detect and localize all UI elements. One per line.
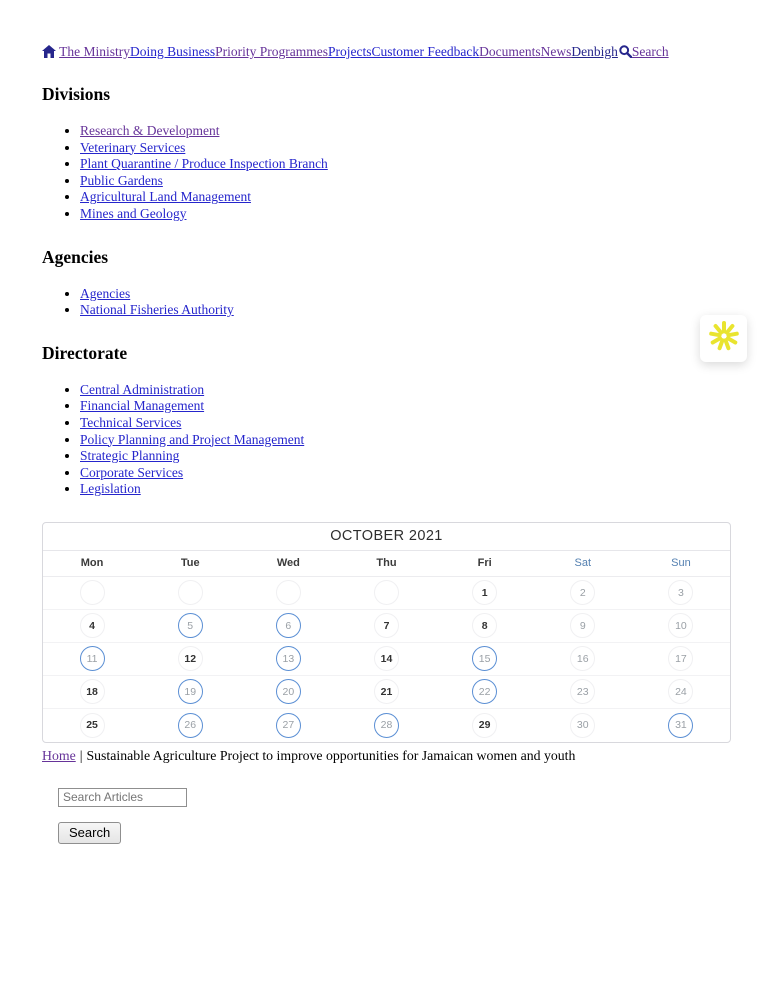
calendar-empty-circle [80, 580, 105, 605]
list-item [80, 302, 731, 319]
calendar-event-day-circle[interactable] [472, 646, 497, 671]
nav-link-documents[interactable]: Documents [479, 44, 541, 59]
nav-link-priority-programmes[interactable]: Priority Programmes [215, 44, 329, 59]
calendar-day-number: 22 [478, 685, 491, 698]
calendar-day-circle [80, 613, 105, 638]
nav-link-customer-feedback[interactable]: Customer Feedback [371, 44, 480, 59]
calendar-day-header-wed: Wed [276, 557, 300, 570]
list-item [80, 123, 731, 140]
calendar-day-number: 23 [576, 685, 589, 698]
calendar-day-30 [534, 709, 632, 742]
calendar-day-number: 2 [579, 586, 586, 599]
calendar-empty-cell [43, 577, 141, 609]
list-item [80, 189, 731, 206]
calendar-day-number: 7 [383, 619, 390, 632]
calendar-day-circle [570, 580, 595, 605]
calendar-event-day-circle[interactable] [276, 613, 301, 638]
list-item [80, 465, 731, 482]
section-link-list [42, 382, 731, 498]
list-item [80, 206, 731, 223]
calendar-day-7 [337, 610, 435, 642]
nav-link-news[interactable]: News [540, 44, 572, 59]
calendar-day-13[interactable] [239, 643, 337, 675]
calendar-day-number: 18 [86, 685, 98, 698]
calendar-day-header-tue: Tue [180, 557, 200, 570]
section-agencies [42, 247, 731, 319]
calendar-day-number: 16 [576, 652, 589, 665]
search-articles-input[interactable] [58, 788, 187, 807]
calendar-event-day-circle[interactable] [178, 713, 203, 738]
link-research-development[interactable]: Research & Development [80, 123, 220, 138]
calendar-day-circle [570, 646, 595, 671]
calendar-day-circle [668, 580, 693, 605]
calendar-day-number: 24 [675, 685, 687, 698]
calendar-empty-cell [337, 577, 435, 609]
calendar-day-3 [632, 577, 730, 609]
calendar-day-number: 15 [478, 652, 491, 665]
calendar-event-day-circle[interactable] [178, 679, 203, 704]
calendar-event-day-circle[interactable] [178, 613, 203, 638]
calendar-event-day-circle[interactable] [276, 713, 301, 738]
calendar-day-25 [43, 709, 141, 742]
calendar-day-number: 21 [380, 685, 393, 698]
calendar-event-day-circle[interactable] [472, 679, 497, 704]
calendar-day-header-sat: Sat [574, 557, 592, 570]
calendar-day-number: 20 [282, 685, 295, 698]
calendar-week-row [43, 676, 730, 709]
link-plant-quarantine-produce-inspection-branch[interactable]: Plant Quarantine / Produce Inspection Branch [80, 156, 328, 172]
calendar-day-circle [668, 679, 693, 704]
calendar-day-12 [141, 643, 239, 675]
calendar-day-number: 5 [187, 619, 194, 632]
calendar-day-11[interactable] [43, 643, 141, 675]
breadcrumb-separator: | [79, 747, 83, 763]
calendar-day-20[interactable] [239, 676, 337, 708]
list-item [80, 173, 731, 190]
link-sections [42, 84, 731, 498]
calendar-day-4 [43, 610, 141, 642]
link-central-administration[interactable]: Central Administration [80, 381, 205, 397]
calendar-day-number: 17 [675, 652, 687, 665]
calendar-day-26[interactable] [141, 709, 239, 742]
section-link-list [42, 286, 731, 319]
calendar-weeks [43, 577, 730, 742]
breadcrumb-page-title: Sustainable Agriculture Project to improve opportunities for Jamaican women and youth [86, 747, 576, 763]
calendar-day-number: 12 [184, 652, 197, 665]
calendar-day-5[interactable] [141, 610, 239, 642]
calendar-empty-cell [141, 577, 239, 609]
list-item [80, 382, 731, 399]
calendar-day-2 [534, 577, 632, 609]
list-item [80, 156, 731, 173]
calendar-day-circle [374, 679, 399, 704]
link-national-fisheries-authority[interactable]: National Fisheries Authority [80, 302, 234, 318]
calendar-day-header-fri: Fri [477, 557, 492, 570]
calendar-day-21 [337, 676, 435, 708]
article-search [58, 788, 731, 844]
calendar-day-19[interactable] [141, 676, 239, 708]
nav-search-group [619, 44, 669, 59]
calendar-month-title: OCTOBER 2021 [43, 523, 730, 551]
link-legislation[interactable]: Legislation [80, 481, 141, 497]
calendar-day-8 [436, 610, 534, 642]
calendar-day-circle [668, 613, 693, 638]
calendar-day-circle [668, 646, 693, 671]
link-mines-and-geology[interactable]: Mines and Geology [80, 205, 187, 221]
list-item [80, 398, 731, 415]
calendar-event-day-circle[interactable] [276, 646, 301, 671]
nav-link-doing-business[interactable]: Doing Business [130, 44, 216, 59]
calendar-day-circle [178, 646, 203, 671]
calendar-empty-cell [239, 577, 337, 609]
calendar-day-circle [80, 713, 105, 738]
calendar-event-day-circle[interactable] [668, 713, 693, 738]
calendar-day-header-row [43, 551, 730, 577]
calendar-day-number: 25 [86, 719, 98, 732]
calendar-day-16 [534, 643, 632, 675]
section-directorate [42, 343, 731, 498]
link-veterinary-services[interactable]: Veterinary Services [80, 139, 186, 155]
calendar-day-circle [472, 580, 497, 605]
calendar-day-number: 27 [282, 719, 295, 732]
events-calendar [42, 522, 731, 743]
accessibility-asterisk-icon [708, 320, 740, 357]
calendar-day-number: 26 [184, 719, 197, 732]
calendar-day-circle [472, 613, 497, 638]
list-item [80, 481, 731, 498]
calendar-day-1 [436, 577, 534, 609]
link-agencies[interactable]: Agencies [80, 285, 131, 301]
section-heading-agencies: Agencies [42, 246, 109, 267]
nav-link-the-ministry[interactable]: The Ministry [59, 44, 131, 59]
calendar-event-day-circle[interactable] [374, 713, 399, 738]
calendar-day-header-thu: Thu [376, 557, 397, 570]
search-icon [619, 45, 632, 61]
calendar-day-number: 19 [184, 685, 197, 698]
calendar-day-header-sun: Sun [671, 557, 691, 570]
section-heading-directorate: Directorate [42, 342, 128, 363]
calendar-day-header-mon: Mon [80, 557, 104, 570]
calendar-day-10 [632, 610, 730, 642]
list-item [80, 140, 731, 157]
link-agricultural-land-management[interactable]: Agricultural Land Management [80, 189, 251, 205]
calendar-day-number: 3 [678, 586, 684, 599]
calendar-week-row [43, 577, 730, 610]
calendar-day-number: 11 [86, 652, 98, 665]
calendar-week-row [43, 643, 730, 676]
nav-link-denbigh[interactable]: Denbigh [571, 44, 618, 59]
calendar-day-number: 14 [380, 652, 393, 665]
calendar-day-circle [374, 613, 399, 638]
calendar-day-6[interactable] [239, 610, 337, 642]
calendar-day-circle [570, 613, 595, 638]
list-item [80, 448, 731, 465]
calendar-day-number: 28 [380, 719, 393, 732]
calendar-day-27[interactable] [239, 709, 337, 742]
calendar-day-9 [534, 610, 632, 642]
section-divisions [42, 84, 731, 223]
list-item [80, 432, 731, 449]
calendar-day-29 [436, 709, 534, 742]
calendar-event-day-circle[interactable] [80, 646, 105, 671]
top-nav [42, 45, 731, 61]
calendar-day-18 [43, 676, 141, 708]
home-icon [42, 45, 56, 61]
link-technical-services[interactable]: Technical Services [80, 414, 182, 430]
calendar-day-number: 9 [579, 619, 586, 632]
calendar-day-number: 13 [282, 652, 295, 665]
calendar-day-15[interactable] [436, 643, 534, 675]
calendar-day-circle [472, 713, 497, 738]
calendar-day-number: 4 [89, 619, 95, 632]
link-strategic-planning[interactable]: Strategic Planning [80, 448, 180, 464]
breadcrumb [42, 748, 731, 764]
calendar-day-number: 10 [675, 619, 687, 632]
link-corporate-services[interactable]: Corporate Services [80, 464, 184, 480]
breadcrumb-home-link[interactable]: Home [42, 747, 76, 763]
home-link[interactable] [42, 44, 59, 59]
calendar-day-number: 1 [481, 586, 488, 599]
calendar-day-14 [337, 643, 435, 675]
nav-search-link[interactable]: Search [631, 44, 669, 59]
calendar-week-row [43, 709, 730, 742]
list-item [80, 286, 731, 303]
calendar-event-day-circle[interactable] [276, 679, 301, 704]
calendar-day-28[interactable] [337, 709, 435, 742]
calendar-day-circle [570, 679, 595, 704]
link-policy-planning-and-project-management[interactable]: Policy Planning and Project Management [80, 431, 305, 447]
accessibility-widget-button[interactable] [700, 315, 747, 362]
list-item [80, 415, 731, 432]
calendar-day-circle [374, 646, 399, 671]
section-link-list [42, 123, 731, 223]
article-search-button[interactable]: Search [58, 822, 121, 844]
link-public-gardens[interactable]: Public Gardens [80, 172, 163, 188]
calendar-empty-circle [276, 580, 301, 605]
calendar-week-row [43, 610, 730, 643]
calendar-day-circle [570, 713, 595, 738]
calendar-day-number: 31 [675, 719, 687, 732]
calendar-day-22[interactable] [436, 676, 534, 708]
calendar-day-number: 30 [576, 719, 589, 732]
calendar-day-23 [534, 676, 632, 708]
calendar-day-number: 8 [481, 619, 488, 632]
calendar-day-circle [80, 679, 105, 704]
calendar-day-24 [632, 676, 730, 708]
link-financial-management[interactable]: Financial Management [80, 398, 205, 414]
section-heading-divisions: Divisions [42, 84, 111, 104]
calendar-empty-circle [178, 580, 203, 605]
calendar-empty-circle [374, 580, 399, 605]
calendar-day-number: 29 [478, 719, 491, 732]
calendar-day-number: 6 [285, 619, 292, 632]
nav-link-projects[interactable]: Projects [328, 44, 372, 59]
calendar-day-31[interactable] [632, 709, 730, 742]
calendar-day-17 [632, 643, 730, 675]
